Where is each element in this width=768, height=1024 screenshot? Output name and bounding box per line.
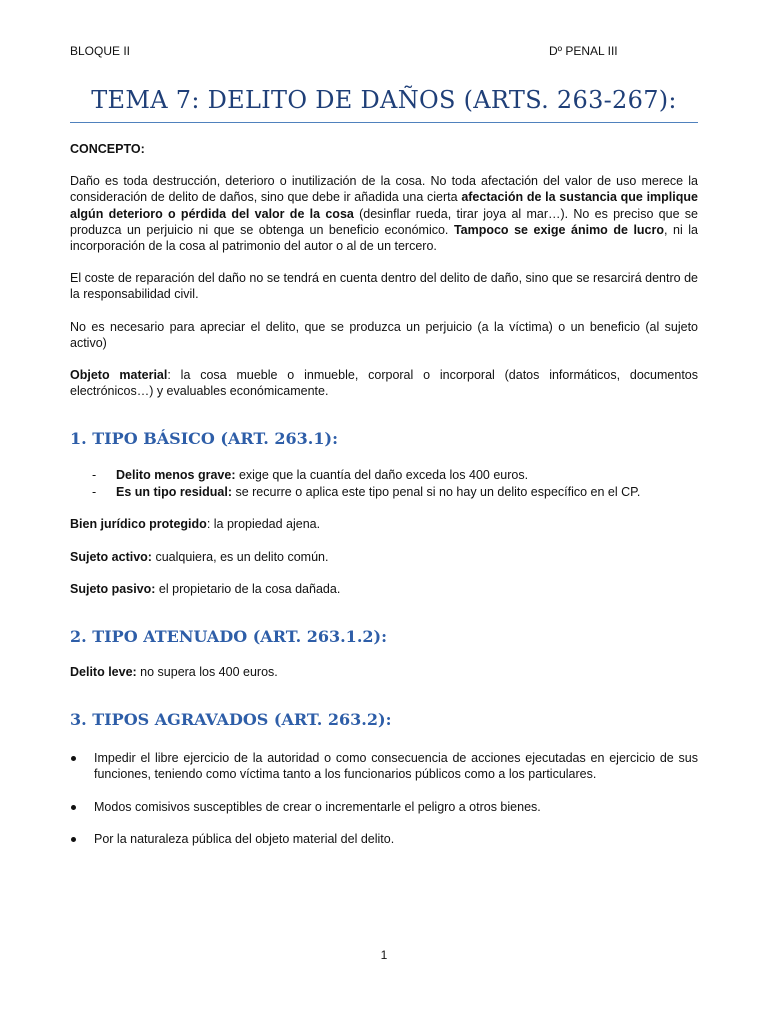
sujeto-pasivo-paragraph: Sujeto pasivo: el propietario de la cosa dañada. — [70, 581, 341, 596]
section-2-title: 2. TIPO ATENUADO (ART. 263.1.2): — [70, 627, 387, 647]
concepto-paragraph-1: Daño es toda destrucción, deterioro o inutilización de la cosa. No toda afectación del valor de uso merece la consideración de delito de daños, sino que debe ir añadida una cierta afectación de la sustancia que implique algún deterioro o pérdida del valor de la cosa (desinflar rueda, tirar joya al mar…). No es preciso que se produzca un perjuicio ni que se obtenga un beneficio económico. Tampoco se exige ánimo de lucro, ni la incorporación de la cosa al patrimonio del autor o al de un tercero. — [70, 174, 698, 254]
list-item: - Es un tipo residual: se recurre o aplica este tipo penal si no hay un delito específico en el CP. — [92, 485, 641, 500]
delito-leve-paragraph: Delito leve: no supera los 400 euros. — [70, 665, 278, 680]
bullet-icon — [71, 756, 76, 761]
header-right: Dº PENAL III — [549, 44, 618, 58]
bien-juridico-paragraph: Bien jurídico protegido: la propiedad ajena. — [70, 517, 321, 532]
section-3-title: 3. TIPOS AGRAVADOS (ART. 263.2): — [70, 710, 392, 730]
concepto-paragraph-3: No es necesario para apreciar el delito, que se produzca un perjuicio (a la víctima) o un beneficio (al sujeto activo) — [70, 319, 698, 350]
concepto-heading: CONCEPTO: — [70, 142, 145, 156]
section-3-list — [70, 750, 698, 847]
concepto-paragraph-2: El coste de reparación del daño no se tendrá en cuenta dentro del delito de daño, sino que se resarcirá dentro de la responsabilidad civil. — [70, 271, 698, 302]
page-number: 1 — [380, 948, 388, 962]
list-item: Modos comisivos susceptibles de crear o incrementarle el peligro a otros bienes. — [70, 799, 698, 815]
header-left: BLOQUE II — [70, 44, 131, 58]
list-item: Impedir el libre ejercicio de la autoridad o como consecuencia de acciones ejecutadas en ejercicio de sus funciones, teniendo como víctima tanto a los funcionarios públicos como a los particulares. — [70, 750, 698, 782]
section-1-list — [70, 467, 698, 501]
bullet-icon — [71, 805, 76, 810]
list-item: - Delito menos grave: exige que la cuantía del daño exceda los 400 euros. — [92, 468, 529, 483]
list-item: Por la naturaleza pública del objeto material del delito. — [70, 831, 698, 847]
section-1-title: 1. TIPO BÁSICO (ART. 263.1): — [70, 429, 338, 449]
sujeto-activo-paragraph: Sujeto activo: cualquiera, es un delito común. — [70, 549, 329, 564]
objeto-material-paragraph: Objeto material: la cosa mueble o inmueble, corporal o incorporal (datos informáticos, documentos electrónicos…) y evaluables económicamente. — [70, 368, 698, 399]
bullet-icon — [71, 837, 76, 842]
document-body — [70, 141, 698, 863]
document-title: TEMA 7: DELITO DE DAÑOS (ARTS. 263-267): — [91, 86, 677, 114]
title-underline — [70, 122, 698, 123]
